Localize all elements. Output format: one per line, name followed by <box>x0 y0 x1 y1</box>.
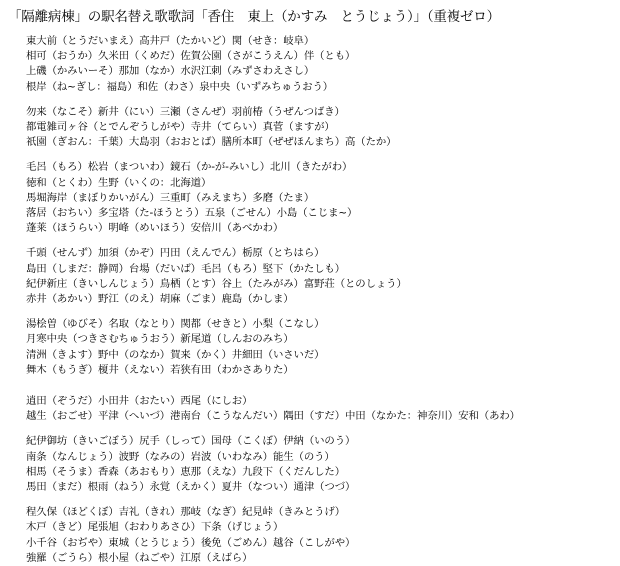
lyric-line: 馬田（まだ）根雨（ねう）永覚（えかく）夏井（なつい）通津（つづ） <box>26 481 356 494</box>
lyric-line: 舞木（もうぎ）榎井（えない）若狭有田（わかさありた） <box>26 363 294 376</box>
lyric-line: 越生（おごせ）平津（へいづ）港南台（こうなんだい）隅田（すだ）中田（なかた：神奈川）安和（あわ） <box>26 410 520 423</box>
stanza-3 <box>26 160 614 236</box>
lyric-line: 祇園（ぎおん：千葉）大島羽（おおとば）膳所本町（ぜぜほんまち）高（たか） <box>26 136 397 149</box>
lyric-line: 徳和（とくわ）生野（いくの：北海道） <box>26 176 212 189</box>
lyric-line: 東大前（とうだいまえ）高井戸（たかいど）関（せき：岐阜） <box>26 35 315 47</box>
stanza-1 <box>26 34 614 95</box>
lyric-line: 湯桧曽（ゆびそ）名取（なとり）関都（せきと）小梨（こなし） <box>26 318 325 331</box>
page-title: 「隔離病棟」の駅名替え歌歌詞「香住 東上（かすみ とうじょう）」（重複ゼロ） <box>8 9 500 25</box>
lyric-line: 上磯（かみいーそ）那加（なか）水沢江刺（みずさわえさし） <box>26 65 315 78</box>
lyric-line: 南条（なんじょう）波野（なみの）岩波（いわなみ）能生（のう） <box>26 450 335 463</box>
lyric-line: 根岸（ね~ぎし：福島）和佐（わさ）泉中央（いずみちゅうおう） <box>26 80 334 93</box>
lyric-line: 紀伊御坊（きいごぼう）尻手（しって）国母（こくぼ）伊納（いのう） <box>26 435 356 448</box>
stanza-6 <box>26 394 614 424</box>
lyric-line: 清洲（きよす）野中（のなか）賀来（かく）井細田（いさいだ） <box>26 348 325 361</box>
lyric-line: 赤井（あかい）野江（のえ）胡麻（ごま）鹿島（かしま） <box>26 293 294 306</box>
lyric-line: 紀伊新庄（きいしんじょう）鳥栖（とす）谷上（たみがみ）富野荘（とのしょう） <box>26 277 407 290</box>
lyric-line: 勿来（なこそ）新井（にい）三瀬（さんぜ）羽前椿（うぜんつばき） <box>26 105 345 118</box>
stanza-7 <box>26 434 614 495</box>
lyric-line: 島田（しまだ：静岡）台場（だいば）毛呂（もろ）堅下（かたしも） <box>26 262 346 275</box>
lyric-line: 程久保（ほどくぼ）吉礼（きれ）那岐（なぎ）紀見峠（きみとうげ） <box>26 506 346 519</box>
lyric-line: 蓬莱（ほうらい）明峰（めいほう）安倍川（あべかわ） <box>26 222 284 235</box>
lyric-line: 月寒中央（つきさむちゅうおう）新尾道（しんおのみち） <box>26 333 294 346</box>
lyric-line: 千頭（せんず）加須（かぞ）円田（えんでん）栃原（とちはら） <box>26 247 325 260</box>
lyric-line: 落居（おちい）多宝塔（た-ほうとう）五泉（ごせん）小島（こじま~） <box>26 207 358 220</box>
lyric-line: 逍田（ぞうだ）小田井（おたい）西尾（にしお） <box>26 395 253 408</box>
lyric-line: 毛呂（もろ）松岩（まついわ）鏡石（か-が-みいし）北川（きたがわ） <box>26 161 353 174</box>
stanza-5 <box>26 317 614 378</box>
lyric-line: 相馬（そうま）香森（あおもり）恵那（えな）九段下（くだんした） <box>26 465 346 478</box>
lyric-line: 強羅（ごうら）根小屋（ねごや）江原（えばら） <box>26 551 253 564</box>
lyric-line: 都電雑司ヶ谷（とでんぞうしがや）寺井（てらい）真菅（ますが） <box>26 121 335 134</box>
lyric-line: 馬堀海岸（まぼりかいがん）三重町（みえまち）多磨（たま） <box>26 191 315 204</box>
lyric-line: 木戸（きど）尾張旭（おわりあさひ）下条（げじょう） <box>26 521 284 534</box>
stanza-4 <box>26 246 614 307</box>
lyric-line: 相可（おうか）久米田（くめだ）佐賀公園（さがこうえん）伴（とも） <box>26 50 356 63</box>
stanza-2 <box>26 105 614 151</box>
stanza-8 <box>26 505 614 566</box>
lyric-line: 小千谷（おぢや）東城（とうじょう）後免（ごめん）越谷（こしがや） <box>26 536 356 549</box>
